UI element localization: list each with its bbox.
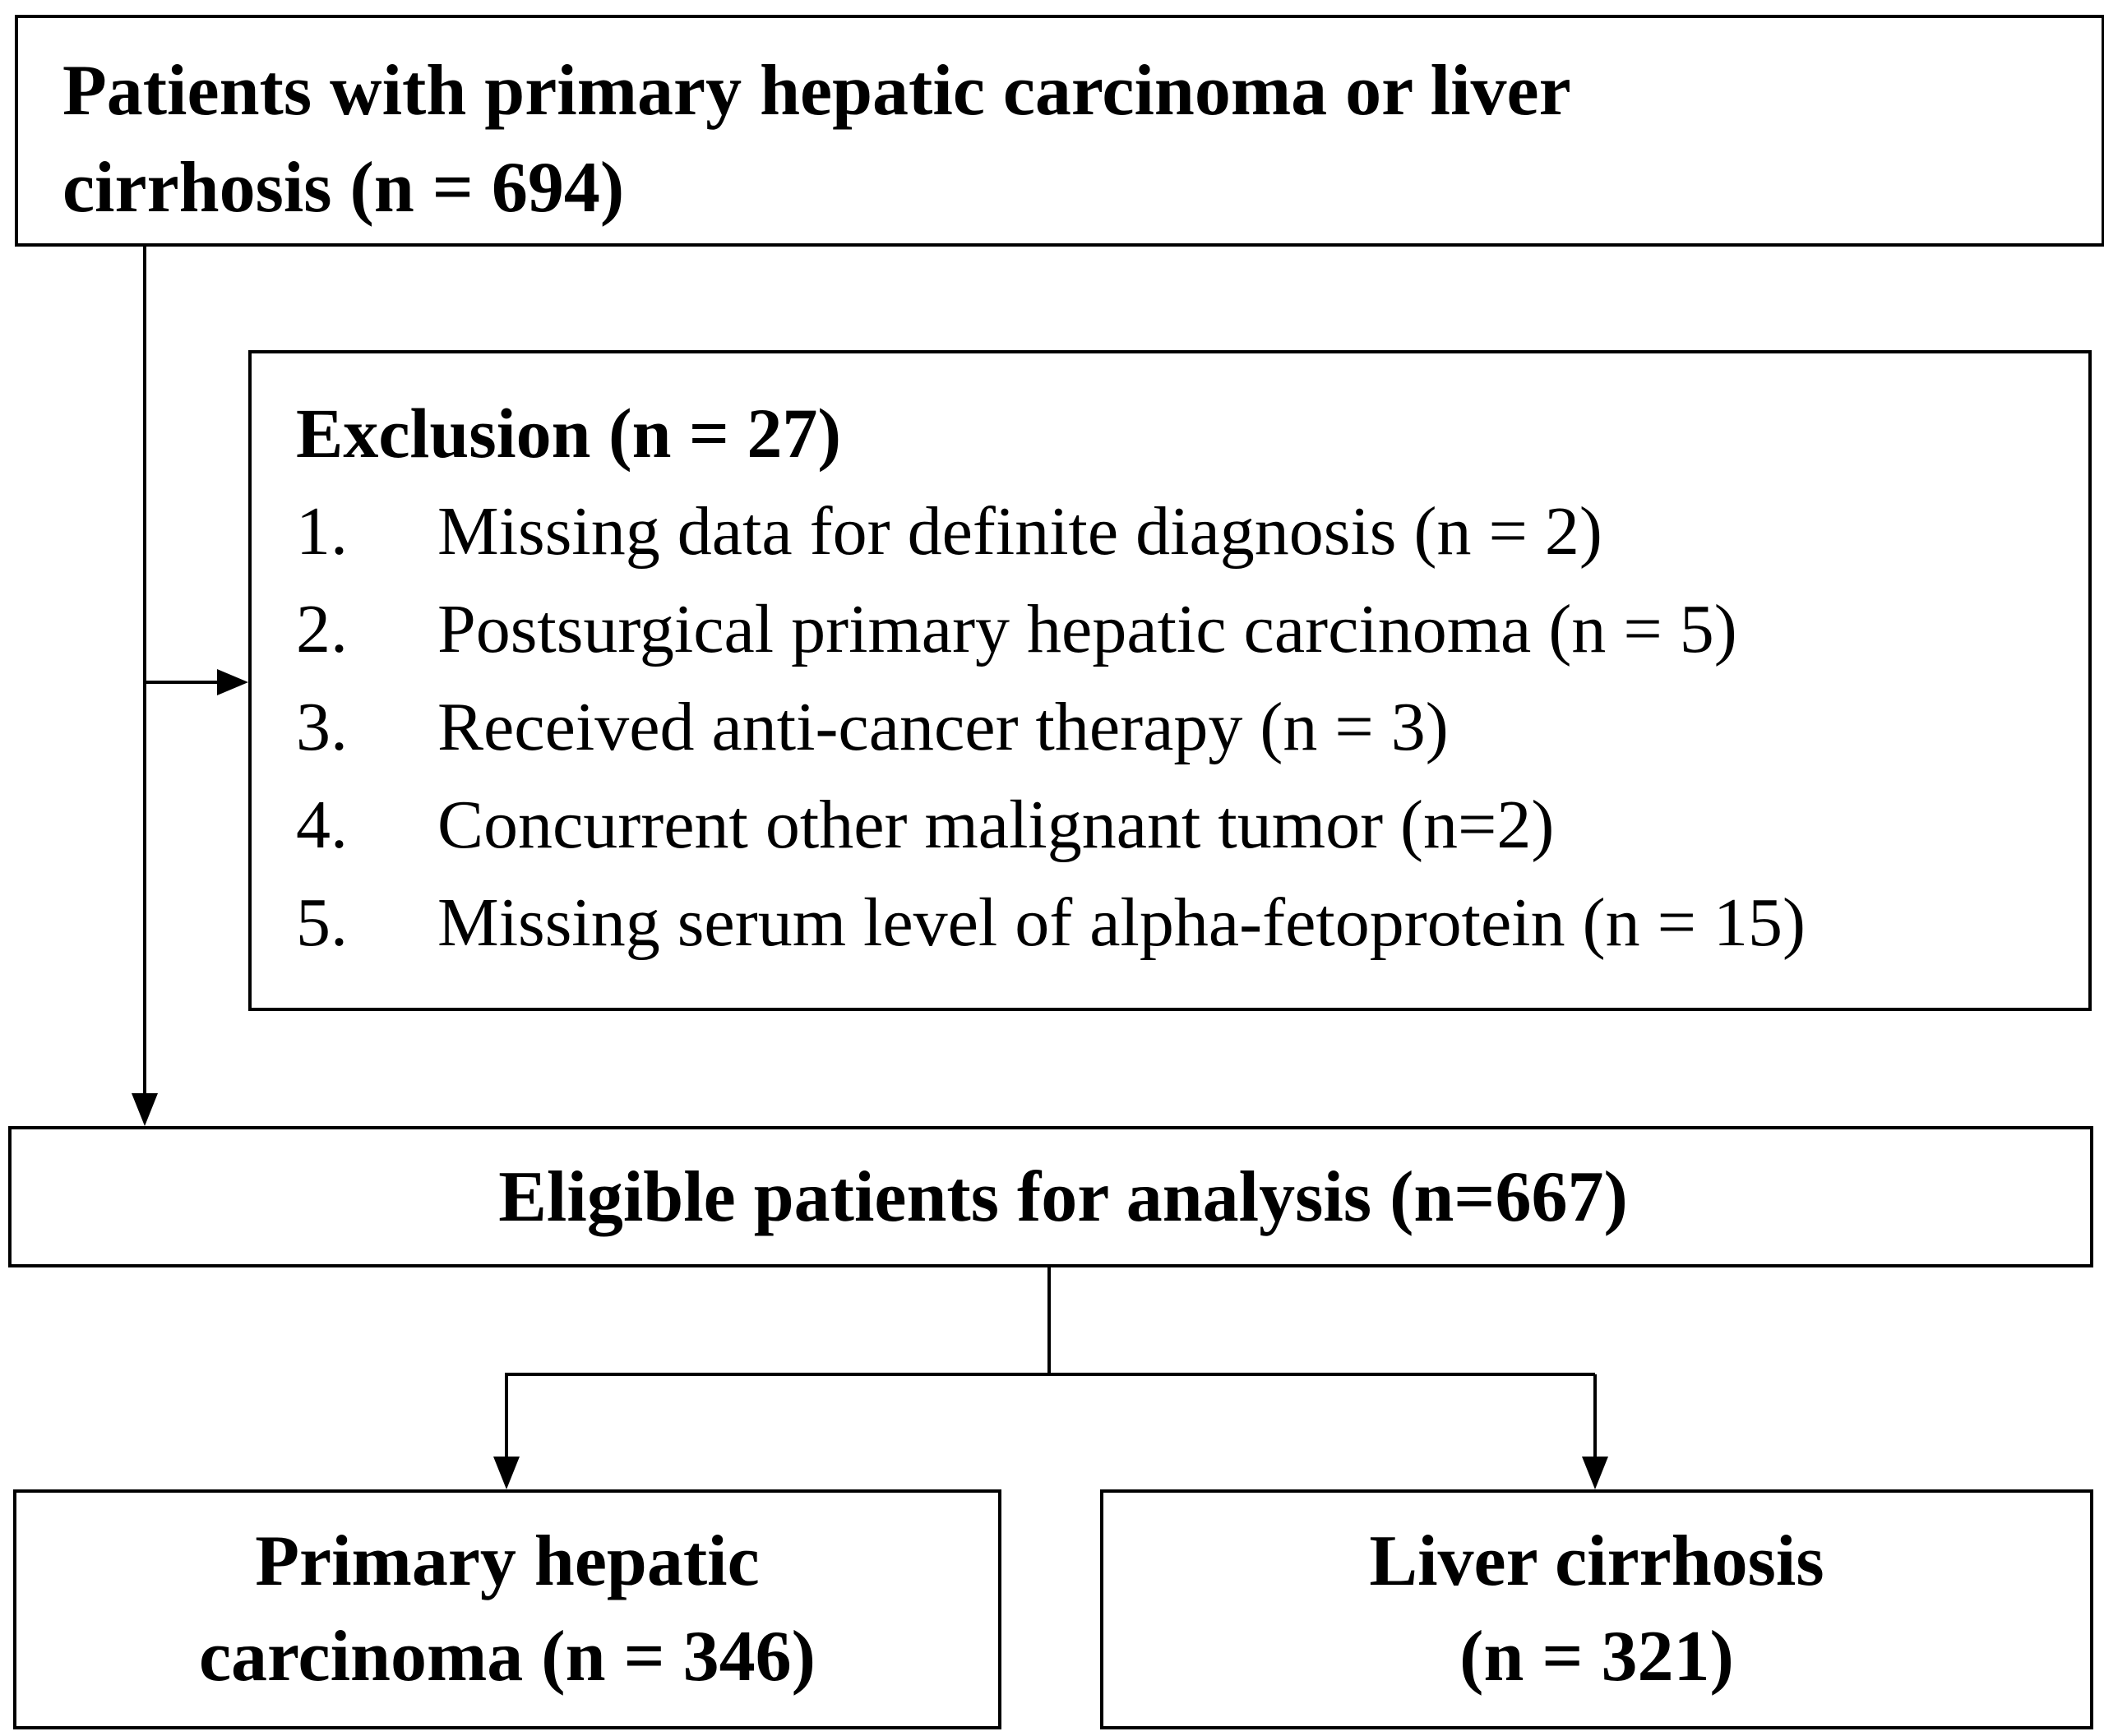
split-left-arrowhead — [493, 1457, 520, 1489]
split-right-arrowhead — [1582, 1457, 1608, 1489]
main-flow-arrowhead — [132, 1093, 158, 1126]
initial-patients-box — [15, 15, 2104, 247]
lc-line1: Liver cirrhosis — [1369, 1521, 1824, 1601]
exclusion-item — [296, 776, 2088, 874]
exclusion-branch-arrowhead — [217, 669, 248, 695]
exclusion-item-text: Received anti-cancer therapy (n = 3) — [437, 689, 1449, 765]
exclusion-box — [248, 350, 2092, 1011]
initial-patients-line1: Patients with primary hepatic carcinoma or liver — [62, 51, 1571, 131]
eligible-patients-text: Eligible patients for analysis (n=667) — [498, 1157, 1628, 1237]
exclusion-item-number: 4. — [296, 787, 348, 863]
exclusion-item-number: 2. — [296, 591, 348, 667]
primary-hepatic-carcinoma-box — [13, 1489, 1001, 1729]
phc-line1: Primary hepatic — [255, 1521, 760, 1601]
exclusion-item-number: 1. — [296, 493, 348, 570]
exclusion-item-text: Postsurgical primary hepatic carcinoma (n = 5) — [437, 591, 1737, 667]
phc-line2: carcinoma (n = 346) — [199, 1617, 816, 1697]
exclusion-item-number: 3. — [296, 689, 348, 765]
eligible-patients-box — [8, 1126, 2093, 1267]
exclusion-item-text: Missing serum level of alpha-fetoprotein (n = 15) — [437, 884, 1806, 961]
exclusion-item-text: Concurrent other malignant tumor (n=2) — [437, 787, 1555, 863]
exclusion-item-number: 5. — [296, 884, 348, 961]
exclusion-item — [296, 580, 2088, 678]
liver-cirrhosis-box — [1100, 1489, 2093, 1729]
exclusion-item — [296, 482, 2088, 580]
exclusion-title: Exclusion (n = 27) — [296, 394, 842, 473]
lc-line2: (n = 321) — [1459, 1617, 1734, 1697]
initial-patients-line2: cirrhosis (n = 694) — [62, 148, 625, 228]
exclusion-item — [296, 678, 2088, 776]
exclusion-item — [296, 874, 2088, 972]
exclusion-item-text: Missing data for definite diagnosis (n = 2) — [437, 493, 1602, 570]
